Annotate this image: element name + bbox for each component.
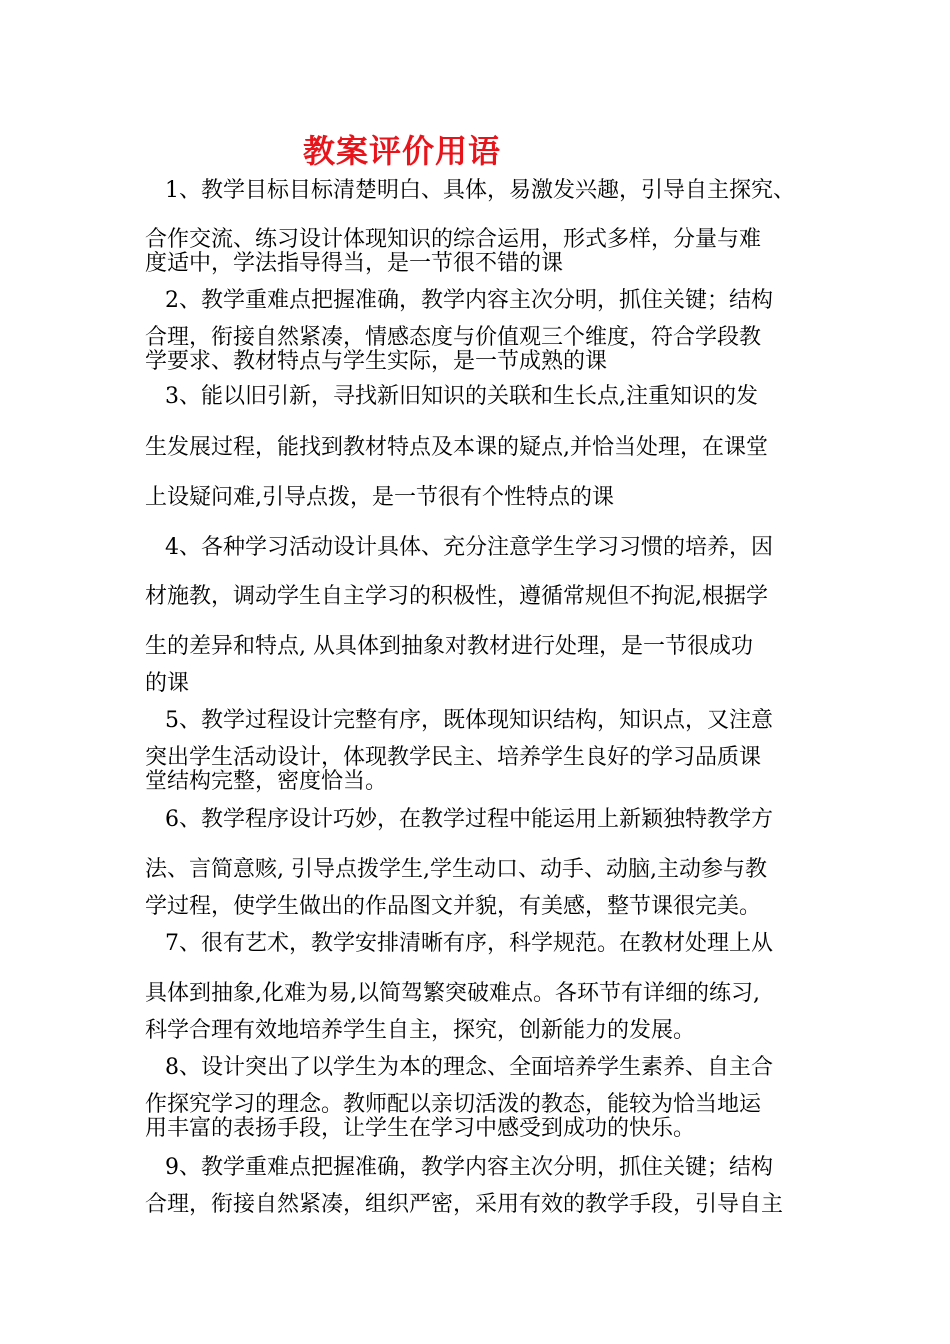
text-line: 1、教学目标目标清楚明白、具体，易激发兴趣，引导自主探究、 bbox=[165, 178, 795, 203]
text-line: 合理，衔接自然紧凑，情感态度与价值观三个维度，符合学段教 bbox=[145, 325, 762, 350]
text-line: 度适中，学法指导得当，是一节很不错的课 bbox=[145, 251, 564, 276]
text-line: 具体到抽象,化难为易,以简驾繁突破难点。各环节有详细的练习, bbox=[145, 981, 760, 1006]
text-line: 堂结构完整，密度恰当。 bbox=[145, 769, 388, 794]
text-line: 6、教学程序设计巧妙，在教学过程中能运用上新颖独特教学方 bbox=[165, 807, 773, 832]
text-line: 生发展过程，能找到教材特点及本课的疑点,并恰当处理，在课堂 bbox=[145, 435, 768, 460]
text-line: 材施教，调动学生自主学习的积极性，遵循常规但不拘泥,根据学 bbox=[145, 584, 768, 609]
text-line: 5、教学过程设计完整有序，既体现知识结构，知识点，又注意 bbox=[165, 708, 773, 733]
text-line: 3、能以旧引新，寻找新旧知识的关联和生长点,注重知识的发 bbox=[165, 384, 758, 409]
text-line: 学过程，使学生做出的作品图文并貌，有美感，整节课很完美。 bbox=[145, 894, 762, 919]
text-line: 2、教学重难点把握准确，教学内容主次分明，抓住关键；结构 bbox=[165, 288, 773, 313]
text-line: 学要求、教材特点与学生实际，是一节成熟的课 bbox=[145, 349, 608, 374]
text-line: 用丰富的表扬手段，让学生在学习中感受到成功的快乐。 bbox=[145, 1116, 696, 1141]
text-line: 科学合理有效地培养学生自主，探究，创新能力的发展。 bbox=[145, 1018, 696, 1043]
text-line: 合作交流、练习设计体现知识的综合运用，形式多样，分量与难 bbox=[145, 227, 762, 252]
document-title: 教案评价用语 bbox=[303, 132, 502, 170]
text-line: 法、言简意赅, 引导点拨学生,学生动口、动手、动脑,主动参与教 bbox=[145, 857, 767, 882]
text-line: 合理，衔接自然紧凑，组织严密，采用有效的教学手段，引导自主 bbox=[145, 1192, 784, 1217]
text-line: 作探究学习的理念。教师配以亲切活泼的教态，能较为恰当地运 bbox=[145, 1092, 762, 1117]
text-line: 生的差异和特点, 从具体到抽象对教材进行处理，是一节很成功 bbox=[145, 634, 753, 659]
text-line: 9、教学重难点把握准确，教学内容主次分明，抓住关键；结构 bbox=[165, 1155, 773, 1180]
text-line: 的课 bbox=[145, 671, 190, 696]
text-line: 7、很有艺术，教学安排清晰有序，科学规范。在教材处理上从 bbox=[165, 931, 773, 956]
text-line: 上设疑问难,引导点拨，是一节很有个性特点的课 bbox=[145, 485, 614, 510]
text-line: 4、各种学习活动设计具体、充分注意学生学习习惯的培养，因 bbox=[165, 535, 773, 560]
text-line: 8、设计突出了以学生为本的理念、全面培养学生素养、自主合 bbox=[165, 1055, 773, 1080]
text-line: 突出学生活动设计，体现教学民主、培养学生良好的学习品质课 bbox=[145, 745, 762, 770]
